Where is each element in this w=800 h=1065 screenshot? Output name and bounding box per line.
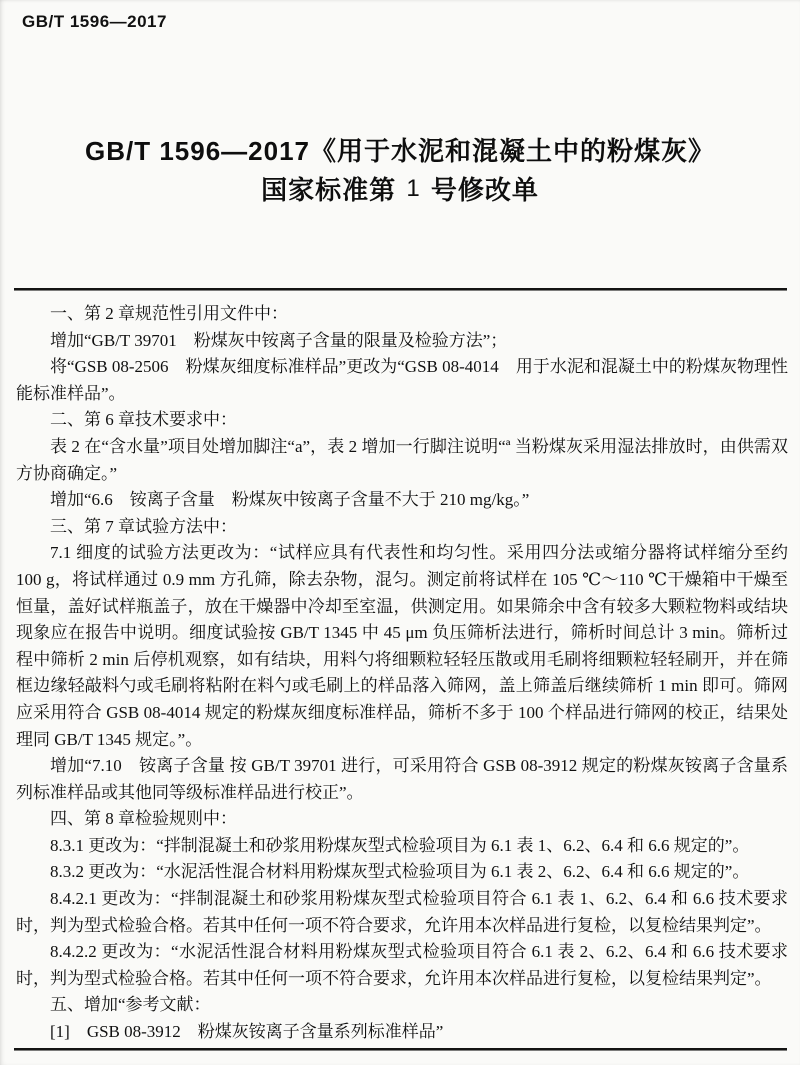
title-line2-suffix: 号修改单 bbox=[422, 175, 539, 205]
paragraph: 7.1 细度的试验方法更改为：“试样应具有代表性和均匀性。采用四分法或缩分器将试样缩分至约 100 g，将试样通过 0.9 mm 方孔筛，除去杂物，混匀。测定前将试样在 105 ℃～110 ℃干燥箱中干燥至恒量，盖好试样瓶盖子，放在干燥器中冷却至室温，供测定用。如果筛余中含有较多大颗粒物料或结块现象应在报告中说明。细度试验按 GB/T 1345 中 45 μm 负压筛析法进行，筛析时间总计 3 min。筛析过程中筛析 2 min 后停机观察，如有结块，用料勺将细颗粒轻轻压散或用毛刷将细颗粒轻轻刷开，并在筛框边缘轻敲料勺或毛刷将粘附在料勺或毛刷上的样品落入筛网，盖上筛盖后继续筛析 1 min 即可。筛网应采用符合 GSB 08-4014 规定的粉煤灰细度标准样品，筛析不多于 100 个样品进行筛网的校正，结果处理同 GB/T 1345 规定。”。 bbox=[16, 543, 788, 749]
title-line-2 bbox=[0, 173, 800, 209]
paragraph: 增加“GB/T 39701 粉煤灰中铵离子含量的限量及检验方法”； bbox=[50, 330, 508, 350]
amendment-number: 1 bbox=[406, 175, 421, 202]
top-rule bbox=[14, 288, 787, 290]
document-body bbox=[16, 301, 788, 1046]
paragraph: 将“GSB 08-2506 粉煤灰细度标准样品”更改为“GSB 08-4014 用于水泥和混凝土中的粉煤灰物理性能标准样品”。 bbox=[16, 357, 788, 403]
document-title bbox=[0, 134, 800, 209]
bottom-rule bbox=[14, 1048, 787, 1050]
title-line-1: GB/T 1596—2017《用于水泥和混凝土中的粉煤灰》 bbox=[84, 136, 715, 166]
paragraph: 8.4.2.2 更改为：“水泥活性混合材料用粉煤灰型式检验项目符合 6.1 表 2、6.2、6.4 和 6.6 技术要求时，判为型式检验合格。若其中任何一项不符合要求，允许用本次样品进行复检，以复检结果判定”。 bbox=[16, 942, 788, 988]
paragraph-section-3-heading: 三、第 7 章试验方法中： bbox=[50, 516, 237, 536]
header-standard-code: GB/T 1596—2017 bbox=[22, 12, 167, 31]
title-line2-prefix: 国家标准第 bbox=[261, 175, 405, 205]
paragraph: 8.3.2 更改为：“水泥活性混合材料用粉煤灰型式检验项目为 6.1 表 2、6.2、6.4 和 6.6 规定的”。 bbox=[50, 862, 750, 882]
paragraph-section-5-heading: 五、增加“参考文献： bbox=[50, 995, 211, 1015]
paragraph-section-2-heading: 二、第 6 章技术要求中： bbox=[50, 410, 237, 430]
paragraph-section-1-heading: 一、第 2 章规范性引用文件中： bbox=[50, 304, 288, 323]
paragraph: 增加“7.10 铵离子含量 按 GB/T 39701 进行，可采用符合 GSB 08-3912 规定的粉煤灰铵离子含量系列标准样品或其他同等级标准样品进行校正”。 bbox=[16, 756, 788, 802]
paragraph: 8.3.1 更改为：“拌制混凝土和砂浆用粉煤灰型式检验项目为 6.1 表 1、6.2、6.4 和 6.6 规定的”。 bbox=[50, 835, 750, 855]
paragraph-section-4-heading: 四、第 8 章检验规则中： bbox=[50, 809, 237, 829]
paragraph: 表 2 在“含水量”项目处增加脚注“a”，表 2 增加一行脚注说明“ª 当粉煤灰采用湿法排放时，由供需双方协商确定。” bbox=[16, 436, 788, 483]
paragraph: 8.4.2.1 更改为：“拌制混凝土和砂浆用粉煤灰型式检验项目符合 6.1 表 1、6.2、6.4 和 6.6 技术要求时，判为型式检验合格。若其中任何一项不符合要求，允许用本次样品进行复检，以复检结果判定”。 bbox=[16, 889, 788, 935]
paragraph-reference-item: [1] GSB 08-3912 粉煤灰铵离子含量系列标准样品” bbox=[50, 1022, 444, 1042]
paragraph: 增加“6.6 铵离子含量 粉煤灰中铵离子含量不大于 210 mg/kg。” bbox=[50, 490, 530, 510]
